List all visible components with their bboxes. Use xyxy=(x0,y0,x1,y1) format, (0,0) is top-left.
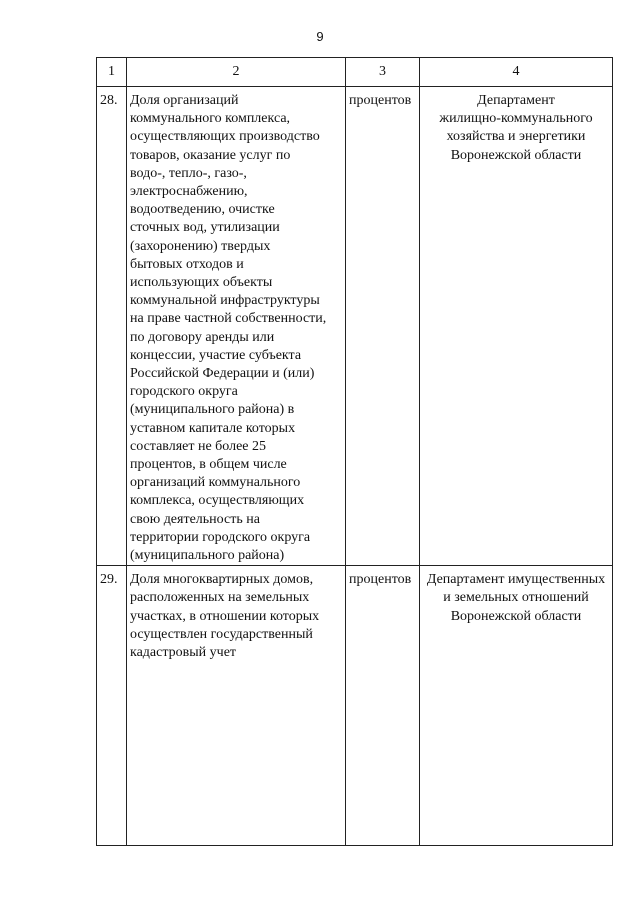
table-header-row xyxy=(97,58,613,87)
text-line: коммунальной инфраструктуры xyxy=(130,293,320,309)
text-line: участках, в отношении которых xyxy=(130,608,320,624)
text-line: хозяйства и энергетики xyxy=(446,129,586,145)
text-line: Департамент xyxy=(477,93,555,108)
text-line: комплекса, осуществляющих xyxy=(130,493,305,509)
page-number: 9 xyxy=(316,29,324,44)
text-line: водо-, тепло-, газо-, xyxy=(130,165,247,181)
text-line: свою деятельность на xyxy=(130,511,260,527)
text-line: товаров, оказание услуг по xyxy=(130,147,291,163)
column-header-3: 3 xyxy=(346,58,420,87)
text-line: коммунального комплекса, xyxy=(130,111,291,127)
text-line: территории городского округа xyxy=(130,529,311,545)
text-line: Воронежской области xyxy=(450,147,582,163)
indicator-text xyxy=(127,87,346,566)
text-line: уставном капитале которых xyxy=(130,420,296,436)
department-cell xyxy=(420,87,613,566)
text-line: расположенных на земельных xyxy=(130,590,310,606)
column-header-1: 1 xyxy=(97,58,127,87)
text-line: использующих объекты xyxy=(130,275,273,291)
text-line: кадастровый учет xyxy=(130,645,237,661)
text-line: осуществляющих производство xyxy=(130,129,320,145)
row-number: 29. xyxy=(97,566,127,846)
text-line: (муниципального района) xyxy=(130,548,285,564)
text-line: (захоронению) твердых xyxy=(130,238,271,254)
text-line: Доля многоквартирных домов, xyxy=(130,572,314,588)
text-line: процентов, в общем числе xyxy=(130,457,287,473)
text-line: на праве частной собственности, xyxy=(130,311,327,327)
table-row xyxy=(97,87,613,566)
unit-cell: процентов xyxy=(346,87,420,566)
text-line: организаций коммунального xyxy=(130,475,301,491)
row-number: 28. xyxy=(97,87,127,566)
text-line: Воронежской области xyxy=(450,608,582,624)
text-line: водоотведению, очистке xyxy=(130,202,275,218)
text-line: концессии, участие субъекта xyxy=(130,347,302,363)
text-line: осуществлен государственный xyxy=(130,626,313,642)
text-line: составляет не более 25 xyxy=(130,438,267,454)
indicators-table xyxy=(96,57,613,846)
indicator-text xyxy=(127,566,346,846)
text-line: сточных вод, утилизации xyxy=(130,220,280,236)
text-line: по договору аренды или xyxy=(130,329,275,345)
unit-cell: процентов xyxy=(346,566,420,846)
department-cell xyxy=(420,566,613,846)
column-header-2: 2 xyxy=(127,58,346,87)
text-line: Департамент имущественных xyxy=(426,572,606,588)
table-row xyxy=(97,566,613,846)
text-line: бытовых отходов и xyxy=(130,256,244,272)
text-line: электроснабжению, xyxy=(130,184,248,200)
text-line: (муниципального района) в xyxy=(130,402,295,418)
text-line: жилищно-коммунального xyxy=(439,111,593,127)
text-line: Российской Федерации и (или) xyxy=(130,366,315,382)
text-line: Доля организаций xyxy=(130,93,239,108)
column-header-4: 4 xyxy=(420,58,613,87)
text-line: и земельных отношений xyxy=(443,590,589,606)
text-line: городского округа xyxy=(130,384,238,400)
